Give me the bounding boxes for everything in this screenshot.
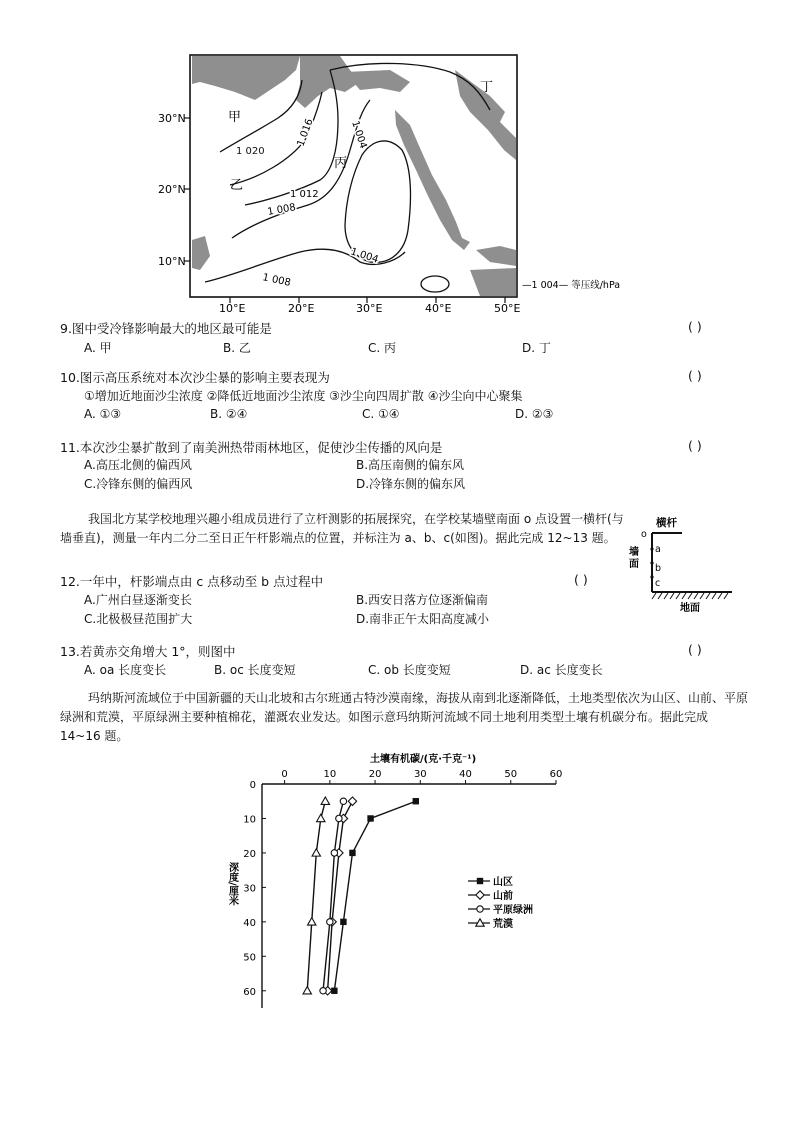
data-point (320, 988, 326, 994)
lat-label: 20°N (158, 183, 186, 196)
question-11-option-c: C.冷锋东侧的偏西风 (84, 477, 193, 491)
legend-marker (477, 906, 483, 912)
y-tick-label: 10 (243, 814, 256, 826)
isobar-label: 1 004 (349, 119, 369, 151)
x-tick-label: 0 (281, 769, 288, 780)
lat-label: 30°N (158, 112, 186, 125)
y-tick-label: 50 (243, 952, 256, 964)
question-9-option-a: A. 甲 (84, 341, 112, 355)
data-point (340, 798, 346, 804)
point-o-label: o (641, 529, 647, 540)
legend-label: 平原绿洲 (493, 905, 533, 916)
x-tick-label: 60 (549, 769, 563, 780)
passage-12-13: 我国北方某学校地理兴趣小组成员进行了立杆测影的拓展探究，在学校某墙壁南面 o 点设置一横杆(与墙垂直)，测量一年内二分二至日正午杆影端点的位置，并标注为 a、b、c(如图)。据此完成 12~13 题。 (60, 512, 624, 545)
point-b-label: b (655, 563, 662, 574)
data-point (413, 798, 419, 804)
question-11-option-b: B.高压南侧的偏东风 (356, 458, 465, 472)
question-9-option-b: B. 乙 (223, 341, 251, 355)
question-11-option-a: A.高压北侧的偏西风 (84, 458, 192, 472)
question-11-option-d: D.冷锋东侧的偏东风 (356, 477, 466, 491)
y-tick-label: 60 (243, 986, 256, 998)
wall-label: 墙面 (626, 546, 638, 570)
ground-label: 地面 (680, 603, 700, 614)
legend-marker (477, 878, 483, 884)
data-point (327, 919, 333, 925)
question-12-option-c: C.北极极昼范围扩大 (84, 612, 193, 626)
point-c-label: c (655, 578, 661, 589)
data-point (331, 850, 337, 856)
data-point (317, 814, 325, 821)
chart-y-label: 深度/厘米 (226, 862, 238, 906)
x-tick-label: 40 (459, 769, 472, 780)
region-label-jia: 甲 (228, 110, 242, 125)
pole-label: 横杆 (656, 517, 677, 529)
isobar-label: 1 012 (290, 189, 319, 200)
question-10-paren: ( ) (688, 368, 702, 383)
lon-label: 30°E (356, 302, 383, 315)
question-13-option-a: A. oa 长度变长 (84, 663, 167, 677)
question-13-option-d: D. ac 长度变长 (520, 663, 603, 677)
question-11-stem: 11.本次沙尘暴扩散到了南美洲热带雨林地区，促使沙尘传播的风向是 (60, 440, 443, 455)
isobar-label: 1 008 (266, 202, 297, 218)
isobar-map (150, 50, 640, 315)
question-10-option-a: A. ①③ (84, 407, 122, 421)
x-tick-label: 20 (368, 769, 382, 780)
series-line-2 (323, 801, 343, 991)
soil-carbon-chart (220, 750, 580, 1015)
y-tick-label: 40 (243, 917, 256, 929)
lon-label: 50°E (494, 302, 521, 315)
question-12-paren: ( ) (574, 572, 588, 587)
data-point (340, 919, 346, 925)
data-point (336, 815, 342, 821)
legend-label: 荒漠 (493, 919, 513, 930)
question-13-option-c: C. ob 长度变短 (368, 663, 451, 677)
region-label-yi: 乙 (230, 178, 244, 193)
lon-label: 20°E (288, 302, 315, 315)
passage-14-16: 玛纳斯河流域位于中国新疆的天山北坡和古尔班通古特沙漠南缘，海拔从南到北逐渐降低，土地类型依次为山区、山前、平原绿洲和荒漠，平原绿洲主要种植棉花，灌溉农业发达。如图示意玛纳斯河流域不同土地利用类型土壤有机碳分布。据此完成 14~16 题。 (60, 691, 749, 743)
y-tick-label: 30 (243, 883, 256, 895)
legend-marker (476, 891, 484, 899)
legend-label: 山区 (493, 877, 513, 888)
y-tick-label: 0 (249, 780, 256, 791)
question-9-paren: ( ) (688, 319, 702, 334)
x-tick-label: 50 (504, 769, 518, 780)
legend-label: 山前 (493, 891, 513, 902)
region-label-ding: 丁 (480, 80, 494, 95)
data-point (308, 918, 316, 925)
question-9-option-c: C. 丙 (368, 341, 397, 355)
data-point (348, 797, 356, 805)
series-line-0 (334, 801, 415, 991)
lon-label: 40°E (425, 302, 452, 315)
isobar-label: 1 016 (295, 117, 316, 149)
isobar-label: 1 020 (236, 146, 265, 157)
isobar-label: 1 004 (349, 246, 380, 266)
lat-label: 10°N (158, 255, 186, 268)
question-13-paren: ( ) (688, 642, 702, 657)
x-tick-label: 10 (323, 769, 337, 780)
wall-pole-diagram (626, 508, 736, 618)
chart-x-label: 土壤有机碳/(克·千克⁻¹) (370, 754, 477, 765)
point-a-label: a (655, 544, 661, 555)
question-12-option-b: B.西安日落方位逐渐偏南 (356, 593, 489, 607)
question-11-paren: ( ) (688, 438, 702, 453)
series-line-3 (307, 801, 325, 991)
question-10-option-d: D. ②③ (515, 407, 554, 421)
data-point (349, 850, 355, 856)
question-10-items: ①增加近地面沙尘浓度 ②降低近地面沙尘浓度 ③沙尘向四周扩散 ④沙尘向中心聚集 (84, 389, 523, 403)
question-13-stem: 13.若黄赤交角增大 1°，则图中 (60, 644, 236, 659)
region-label-bing: 丙 (334, 156, 348, 171)
data-point (321, 797, 329, 804)
x-tick-label: 30 (413, 769, 427, 780)
lon-label: 10°E (219, 302, 246, 315)
question-9-option-d: D. 丁 (522, 341, 551, 355)
map-legend: —1 004— 等压线/hPa (522, 280, 621, 291)
isobar-label: 1 008 (261, 272, 292, 289)
data-point (367, 815, 373, 821)
question-13-option-b: B. oc 长度变短 (214, 663, 296, 677)
question-10-stem: 10.图示高压系统对本次沙尘暴的影响主要表现为 (60, 370, 330, 385)
question-10-option-c: C. ①④ (362, 407, 400, 421)
question-9-stem: 9.图中受冷锋影响最大的地区最可能是 (60, 321, 272, 336)
question-10-option-b: B. ②④ (210, 407, 248, 421)
question-12-option-d: D.南非正午太阳高度减小 (356, 612, 490, 626)
data-point (312, 849, 320, 856)
question-12-stem: 12.一年中，杆影端点由 c 点移动至 b 点过程中 (60, 574, 324, 589)
data-point (303, 987, 311, 994)
question-12-option-a: A.广州白昼逐渐变长 (84, 593, 192, 607)
y-tick-label: 20 (243, 848, 256, 860)
